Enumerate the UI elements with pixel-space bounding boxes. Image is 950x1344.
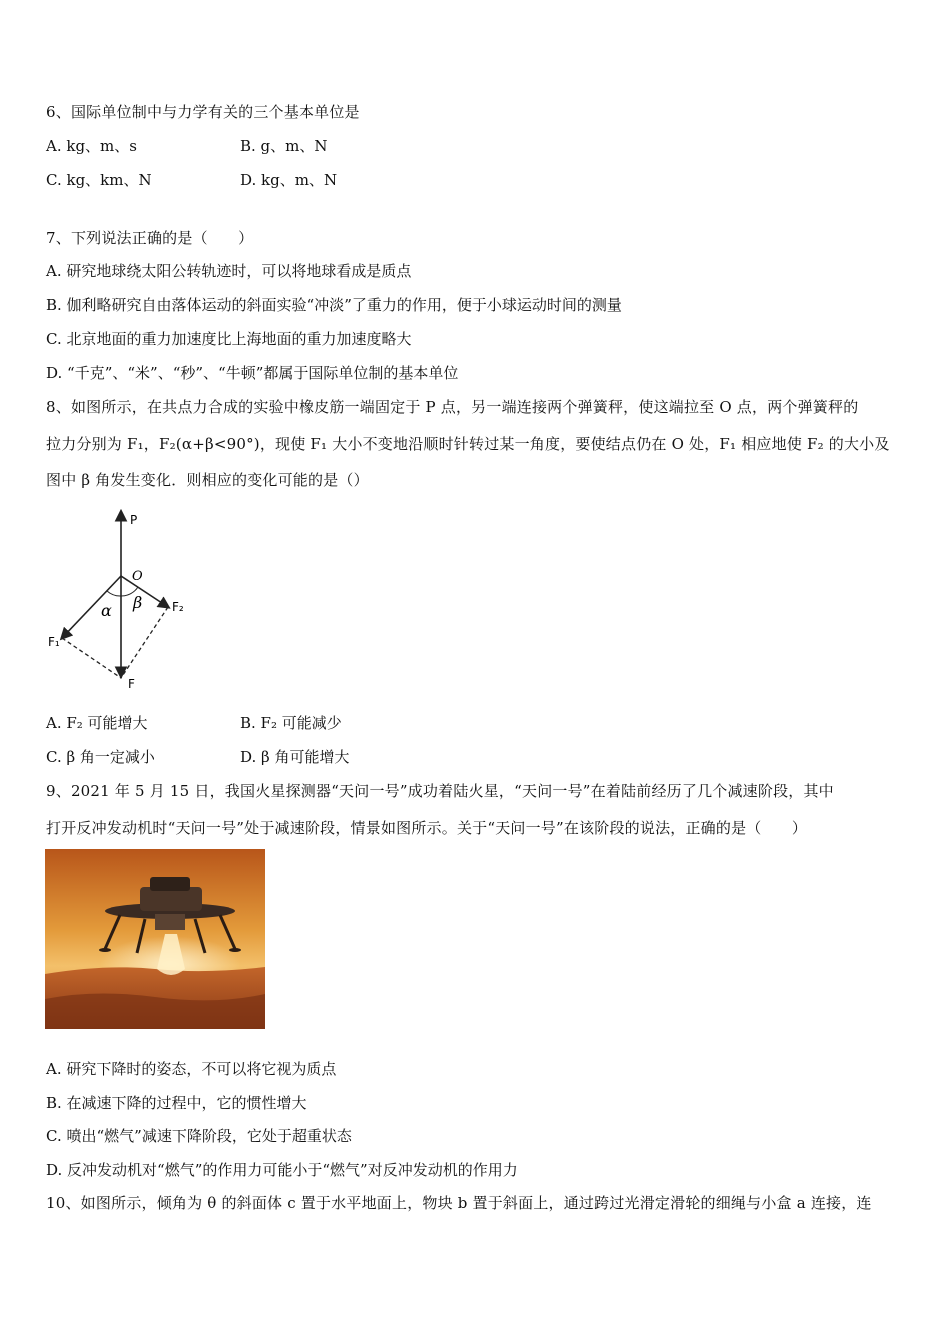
q7-option-c: C. 北京地面的重力加速度比上海地面的重力加速度略大: [46, 330, 412, 348]
f2-vector: [121, 576, 168, 607]
q8-stem-line1: 8、如图所示，在共点力合成的实验中橡皮筋一端固定于 P 点，另一端连接两个弹簧秤，使这端拉至 O 点，两个弹簧秤的: [46, 398, 859, 416]
q7-option-b: B. 伽利略研究自由落体运动的斜面实验“冲淡”了重力的作用，便于小球运动时间的测量: [46, 296, 622, 314]
q9-stem-line1: 9、2021 年 5 月 15 日，我国火星探测器“天问一号”成功着陆火星，“天问一号”在着陆前经历了几个减速阶段，其中: [46, 782, 834, 800]
q6-option-d: D. kg、m、N: [240, 171, 338, 189]
q9-option-b: B. 在减速下降的过程中，它的惯性增大: [46, 1094, 307, 1112]
f1-vector: [62, 576, 121, 638]
label-f1: F₁: [48, 635, 60, 649]
q8-option-b: B. F₂ 可能减少: [240, 714, 342, 732]
label-p: P: [130, 513, 138, 527]
q10-stem-line1: 10、如图所示，倾角为 θ 的斜面体 c 置于水平地面上，物块 b 置于斜面上，通过跨过光滑定滑轮的细绳与小盒 a 连接，连: [46, 1194, 872, 1212]
label-o: O: [132, 569, 143, 584]
q7-option-a: A. 研究地球绕太阳公转轨迹时，可以将地球看成是质点: [46, 262, 412, 280]
q9-option-d: D. 反冲发动机对“燃气”的作用力可能小于“燃气”对反冲发动机的作用力: [46, 1161, 518, 1179]
q7-option-d: D. “千克”、“米”、“秒”、“牛顿”都属于国际单位制的基本单位: [46, 364, 459, 382]
q9-stem-line2: 打开反冲发动机时“天问一号”处于减速阶段，情景如图所示。关于“天问一号”在该阶段的说法，正确的是（ ）: [46, 819, 808, 837]
q6-option-a: A. kg、m、s: [46, 137, 137, 155]
q6-option-b: B. g、m、N: [240, 137, 328, 155]
q7-stem: 7、下列说法正确的是（ ）: [46, 229, 254, 247]
q8-stem-line2: 拉力分别为 F₁，F₂(α+β<90°)，现使 F₁ 大小不变地沿顺时针转过某一角度，要使结点仍在 O 处，F₁ 相应地使 F₂ 的大小及: [46, 435, 890, 453]
q6-option-c: C. kg、km、N: [46, 171, 152, 189]
q6-stem: 6、国际单位制中与力学有关的三个基本单位是: [46, 103, 360, 121]
q8-stem-line3: 图中 β 角发生变化．则相应的变化可能的是（）: [46, 471, 369, 489]
label-f: F: [128, 677, 135, 691]
label-f2: F₂: [172, 600, 184, 614]
q8-option-a: A. F₂ 可能增大: [46, 714, 148, 732]
label-beta: β: [133, 593, 143, 612]
q8-option-d: D. β 角可能增大: [240, 748, 350, 766]
q8-option-c: C. β 角一定减小: [46, 748, 155, 766]
force-diagram: [44, 504, 204, 694]
mars-lander-photo: [45, 849, 265, 1029]
q9-option-a: A. 研究下降时的姿态，不可以将它视为质点: [46, 1060, 337, 1078]
label-alpha: α: [101, 601, 112, 620]
q9-option-c: C. 喷出“燃气”减速下降阶段，它处于超重状态: [46, 1127, 352, 1145]
